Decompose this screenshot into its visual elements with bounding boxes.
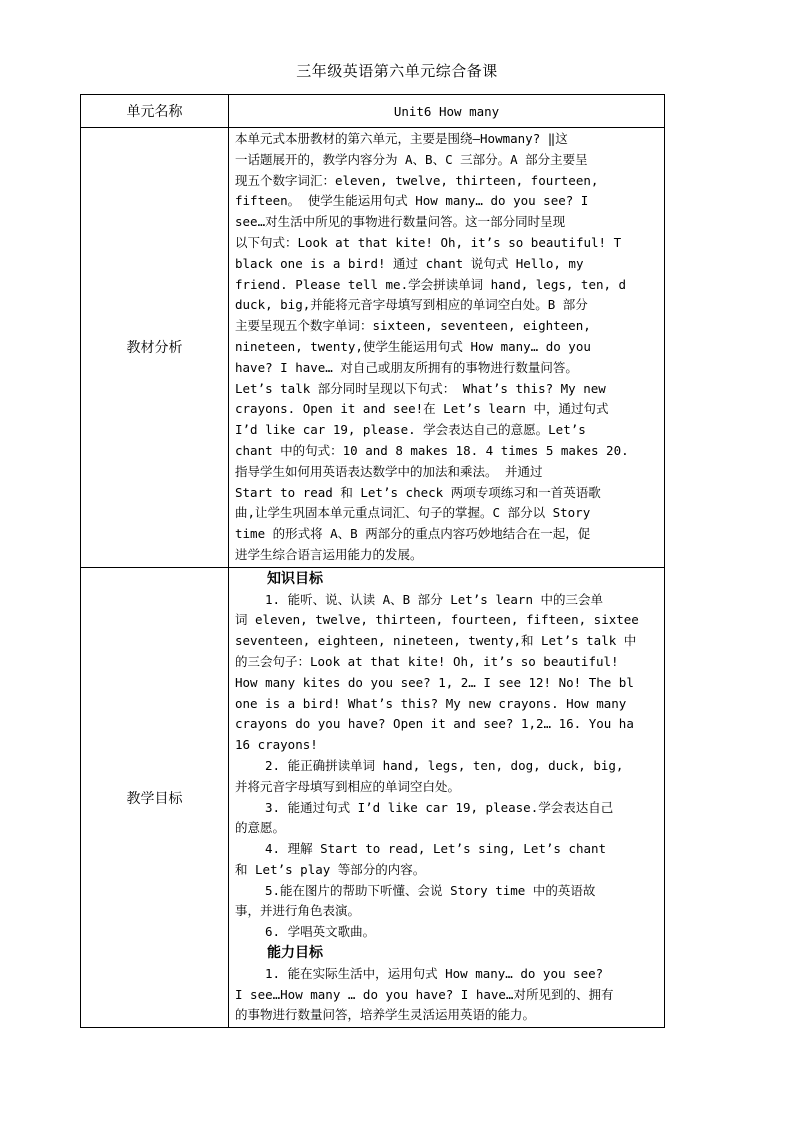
analysis-line: Start to read 和 Let’s check 两项专项练习和一首英语歌 [235,484,601,500]
objective-line: 的意愿。 [235,820,286,836]
objective-line: 3. 能通过句式 I’d like car 19, please.学会表达自己 [265,799,614,815]
analysis-line: crayons. Open it and see!在 Let’s learn 中，通过句式 [235,401,609,417]
analysis-cell [229,128,665,568]
objectives-label: 教学目标 [81,567,229,1028]
analysis-line: I’d like car 19, please. 学会表达自己的意愿。Let’s [235,422,586,438]
objective-line: 词 eleven, twelve, thirteen, fourteen, fifteen, sixtee [235,612,639,628]
unit-name-value: Unit6 How many [229,95,665,128]
objectives-text [229,568,666,1028]
objective-line: 4. 理解 Start to read, Let’s sing, Let’s chant [265,841,607,857]
objective-line: 的三会句子：Look at that kite! Oh, it’s so beautiful! [235,653,619,669]
lesson-plan-table [80,94,665,1028]
objective-line: one is a bird! What’s this? My new crayons. How many [235,695,627,711]
objective-line: 事，并进行角色表演。 [235,903,361,919]
objective-line: crayons do you have? Open it and see? 1,2… 16. You ha [235,716,634,732]
objective-line: 6. 学唱英文歌曲。 [265,924,376,940]
analysis-line: nineteen, twenty,使学生能运用句式 How many… do you [235,338,591,354]
analysis-line: friend. Please tell me.学会拼读单词 hand, legs, ten, d [235,276,627,292]
objective-heading: 能力目标 [267,945,323,962]
objective-line: 的事物进行数量问答，培养学生灵活运用英语的能力。 [235,1007,536,1023]
analysis-line: 以下句式：Look at that kite! Oh, it’s so beautiful! T [235,234,622,250]
analysis-row [81,128,665,568]
analysis-line: fifteen。 使学生能运用句式 How many… do you see? I [235,193,589,209]
analysis-line: Let’s talk 部分同时呈现以下句式： What’s this? My new [235,380,606,396]
analysis-line: duck, big,并能将元音字母填写到相应的单词空白处。B 部分 [235,297,588,313]
objective-line: 2. 能正确拼读单词 hand, legs, ten, dog, duck, big, [265,757,624,773]
objective-line: 1. 能在实际生活中，运用句式 How many… do you see? [265,965,604,981]
analysis-text [229,128,666,567]
analysis-line: have? I have… 对自己或朋友所拥有的事物进行数量问答。 [235,359,578,375]
objective-line: seventeen, eighteen, nineteen, twenty,和 Let’s talk 中 [235,633,637,649]
analysis-line: 现五个数字词汇：eleven, twelve, thirteen, fourteen, [235,172,599,188]
objective-heading: 知识目标 [267,570,323,587]
analysis-line: black one is a bird! 通过 chant 说句式 Hello, my [235,255,584,271]
objective-line: I see…How many … do you have? I have…对所见到的、拥有 [235,986,614,1002]
objective-line: 和 Let’s play 等部分的内容。 [235,861,426,877]
analysis-label: 教材分析 [81,128,229,568]
analysis-line: 一话题展开的，教学内容分为 A、B、C 三部分。A 部分主要呈 [235,151,588,167]
objective-line: 1. 能听、说、认读 A、B 部分 Let’s learn 中的三会单 [265,591,604,607]
unit-name-row [81,95,665,128]
analysis-line: see…对生活中所见的事物进行数量问答。这一部分同时呈现 [235,214,566,230]
analysis-line: 曲,让学生巩固本单元重点词汇、句子的掌握。C 部分以 Story [235,505,591,521]
page-title: 三年级英语第六单元综合备课 [296,62,498,80]
analysis-line: time 的形式将 A、B 两部分的重点内容巧妙地结合在一起，促 [235,526,591,542]
analysis-line: 进学生综合语言运用能力的发展。 [235,546,423,562]
objective-line: How many kites do you see? 1, 2… I see 12! No! The bl [235,674,634,690]
objectives-cell [229,567,665,1028]
analysis-line: chant 中的句式：10 and 8 makes 18. 4 times 5 makes 20. [235,442,629,458]
objective-line: 16 crayons! [235,737,318,753]
unit-name-label: 单元名称 [81,95,229,128]
objective-line: 5.能在图片的帮助下听懂、会说 Story time 中的英语故 [265,882,596,898]
analysis-line: 主要呈现五个数字单词：sixteen, seventeen, eighteen, [235,318,591,334]
analysis-line: 指导学生如何用英语表达数学中的加法和乘法。 并通过 [235,463,543,479]
objective-line: 并将元音字母填写到相应的单词空白处。 [235,778,461,794]
analysis-line: 本单元式本册教材的第六单元，主要是围绕—Howmany? ‖这 [235,131,568,146]
objectives-row [81,567,665,1028]
